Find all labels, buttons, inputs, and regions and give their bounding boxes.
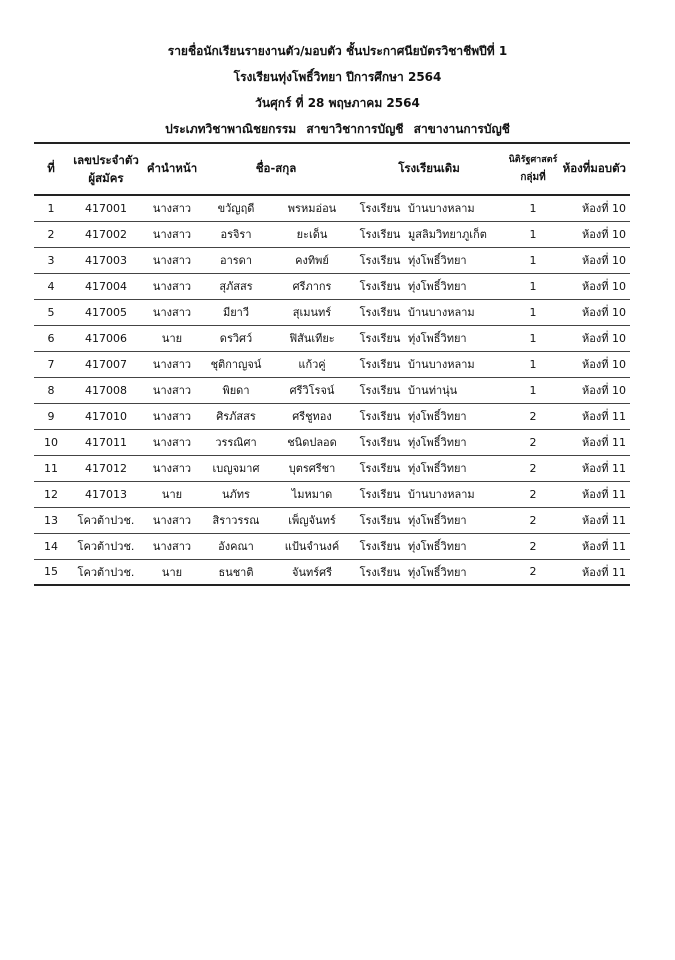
cell-school: ทุ่งโพธิ์วิทยา: [408, 410, 467, 423]
cell-applicant-id: 417010: [85, 409, 127, 423]
cell-first-name: ขวัญฤดี: [217, 202, 255, 216]
cell-group: 1: [529, 331, 537, 345]
cell-group: 2: [529, 513, 537, 527]
col-header-group-line2: กลุ่มที่: [520, 172, 546, 183]
cell-prefix: นางสาว: [152, 384, 192, 397]
cell-group: 2: [529, 409, 537, 423]
table-row: [34, 507, 630, 533]
table-row: [34, 325, 630, 351]
cell-first-name: สิราวรรณ: [212, 514, 260, 527]
cell-prefix: นางสาว: [152, 540, 192, 553]
cell-last-name: ยะเด็น: [296, 228, 328, 241]
cell-first-name: พิยดา: [222, 384, 250, 397]
table-row: [34, 559, 630, 585]
title-line-4: ประเภทวิชาพาณิชยกรรม สาขาวิชาการบัญชี สาขางานการบัญชี: [165, 122, 510, 136]
cell-first-name: อรจิรา: [220, 228, 252, 241]
title-line-3: วันศุกร์ ที่ 28 พฤษภาคม 2564: [255, 96, 420, 110]
cell-first-name: นภัทร: [222, 488, 250, 501]
cell-applicant-id: 417004: [85, 279, 127, 293]
col-header-applicant-id-line1: เลขประจำตัว: [73, 153, 139, 167]
cell-group: 2: [529, 539, 537, 553]
cell-room: ห้องที่ 11: [582, 565, 627, 579]
cell-last-name: ศรีชูทอง: [292, 410, 332, 423]
cell-school-prefix: โรงเรียน: [359, 514, 401, 527]
cell-school-prefix: โรงเรียน: [359, 462, 401, 475]
cell-applicant-id: 417005: [85, 305, 127, 319]
cell-school-prefix: โรงเรียน: [359, 358, 401, 371]
cell-applicant-id: 417011: [85, 435, 127, 449]
cell-first-name: ศิรภัสสร: [216, 410, 256, 423]
cell-school: ทุ่งโพธิ์วิทยา: [408, 462, 467, 475]
cell-school: ทุ่งโพธิ์วิทยา: [408, 436, 467, 449]
col-header-applicant-id-line2: ผู้สมัคร: [88, 171, 124, 185]
cell-last-name: แก้วคู่: [298, 358, 326, 371]
cell-school: ทุ่งโพธิ์วิทยา: [408, 514, 467, 527]
cell-last-name: สุเมนทร์: [292, 306, 332, 319]
cell-applicant-id: โควต้าปวช.: [77, 514, 135, 527]
col-header-applicant-id: [68, 143, 144, 195]
cell-group: 2: [529, 435, 537, 449]
cell-school-prefix: โรงเรียน: [359, 540, 401, 553]
cell-first-name: ธนชาติ: [218, 565, 254, 579]
cell-prefix: นางสาว: [152, 202, 192, 216]
table-row: [34, 299, 630, 325]
cell-group: 1: [529, 201, 537, 215]
cell-last-name: คงทิพย์: [295, 254, 329, 267]
cell-prefix: นางสาว: [152, 462, 192, 475]
cell-room: ห้องที่ 10: [582, 358, 627, 371]
cell-last-name: พรหมอ่อน: [287, 202, 337, 216]
cell-school: บ้านบางหลาม: [408, 202, 475, 216]
table-row: [34, 403, 630, 429]
cell-first-name: อังคณา: [218, 540, 254, 553]
cell-room: ห้องที่ 11: [582, 410, 627, 423]
cell-room: ห้องที่ 11: [582, 514, 627, 527]
cell-first-name: ดรวิศว์: [219, 332, 253, 345]
cell-school: ทุ่งโพธิ์วิทยา: [408, 332, 467, 345]
cell-prefix: นางสาว: [152, 228, 192, 241]
cell-group: 1: [529, 305, 537, 319]
table-row: [34, 481, 630, 507]
document-header: [0, 38, 675, 142]
col-header-name: ชื่อ-สกุล: [255, 161, 297, 175]
cell-school: บ้านบางหลาม: [408, 358, 475, 371]
cell-no: 1: [47, 201, 55, 215]
cell-school: ทุ่งโพธิ์วิทยา: [408, 254, 467, 267]
cell-first-name: อารดา: [219, 254, 252, 267]
cell-applicant-id: 417013: [85, 487, 127, 501]
cell-group: 1: [529, 357, 537, 371]
cell-prefix: นางสาว: [152, 254, 192, 267]
cell-first-name: เบญจมาศ: [212, 462, 260, 475]
cell-school: บ้านบางหลาม: [408, 306, 475, 319]
col-header-group-line1: นิติรัฐศาสตร์: [508, 155, 558, 165]
cell-prefix: นาย: [161, 332, 183, 345]
table-body: [34, 195, 630, 585]
cell-applicant-id: 417003: [85, 253, 127, 267]
cell-last-name: จันทร์ศรี: [292, 565, 333, 579]
table-row: [34, 533, 630, 559]
cell-room: ห้องที่ 10: [582, 280, 627, 293]
table-row: [34, 377, 630, 403]
cell-room: ห้องที่ 10: [582, 254, 627, 267]
cell-applicant-id: 417008: [85, 383, 127, 397]
cell-applicant-id: โควต้าปวช.: [77, 540, 135, 553]
cell-room: ห้องที่ 11: [582, 540, 627, 553]
table-row: [34, 247, 630, 273]
cell-first-name: มียาวี: [222, 306, 250, 319]
table-row: [34, 455, 630, 481]
title-line-1: รายชื่อนักเรียนรายงานตัว/มอบตัว ชั้นประกาศนียบัตรวิชาชีพปีที่ 1: [167, 44, 508, 58]
cell-last-name: เพ็ญจันทร์: [288, 514, 336, 527]
cell-no: 12: [44, 487, 58, 501]
cell-applicant-id: 417006: [85, 331, 127, 345]
cell-no: 14: [44, 539, 58, 553]
col-header-group: [506, 143, 560, 195]
cell-no: 5: [47, 305, 55, 319]
cell-school-prefix: โรงเรียน: [359, 436, 401, 449]
cell-no: 15: [44, 565, 58, 579]
cell-group: 1: [529, 383, 537, 397]
cell-school-prefix: โรงเรียน: [359, 280, 401, 293]
cell-school: บ้านท่านุ่น: [408, 384, 458, 397]
cell-last-name: แป้นจำนงค์: [284, 540, 340, 553]
cell-room: ห้องที่ 10: [582, 384, 627, 397]
cell-school-prefix: โรงเรียน: [359, 202, 401, 216]
cell-last-name: ชนิดปลอด: [287, 436, 337, 449]
cell-prefix: นางสาว: [152, 410, 192, 423]
cell-prefix: นาย: [161, 565, 183, 579]
cell-applicant-id: โควต้าปวช.: [77, 565, 135, 579]
cell-last-name: ไมหมาด: [291, 488, 333, 501]
cell-last-name: ศรีวิโรจน์: [289, 384, 335, 397]
cell-no: 3: [47, 253, 55, 267]
table-header: [34, 143, 630, 195]
cell-applicant-id: 417012: [85, 461, 127, 475]
cell-group: 2: [529, 461, 537, 475]
title-line-2: โรงเรียนทุ่งโพธิ์วิทยา ปีการศึกษา 2564: [233, 70, 442, 84]
cell-room: ห้องที่ 11: [582, 488, 627, 501]
cell-no: 4: [47, 279, 55, 293]
cell-no: 8: [47, 383, 55, 397]
cell-room: ห้องที่ 10: [582, 306, 627, 319]
table-row: [34, 273, 630, 299]
cell-no: 7: [47, 357, 55, 371]
cell-no: 10: [44, 435, 58, 449]
cell-school-prefix: โรงเรียน: [359, 384, 401, 397]
cell-group: 1: [529, 279, 537, 293]
cell-no: 6: [47, 331, 55, 345]
table-row: [34, 221, 630, 247]
cell-school: มูสลิมวิทยาภูเก็ต: [408, 228, 487, 241]
cell-prefix: นาย: [161, 488, 183, 501]
cell-school: ทุ่งโพธิ์วิทยา: [408, 540, 467, 553]
cell-first-name: วรรณิศา: [215, 436, 257, 449]
cell-last-name: ฟิสันเทียะ: [289, 332, 335, 345]
col-header-prefix: คำนำหน้า: [146, 161, 198, 175]
cell-prefix: นางสาว: [152, 436, 192, 449]
cell-school-prefix: โรงเรียน: [359, 228, 401, 241]
col-header-no: ที่: [47, 161, 55, 175]
cell-first-name: ชุติกาญจน์: [210, 358, 262, 371]
cell-room: ห้องที่ 11: [582, 462, 627, 475]
cell-group: 1: [529, 253, 537, 267]
cell-room: ห้องที่ 10: [582, 332, 627, 345]
cell-applicant-id: 417001: [85, 201, 127, 215]
student-table: [34, 142, 630, 586]
table-row: [34, 429, 630, 455]
cell-prefix: นางสาว: [152, 280, 192, 293]
cell-school-prefix: โรงเรียน: [359, 254, 401, 267]
cell-school-prefix: โรงเรียน: [359, 332, 401, 345]
cell-prefix: นางสาว: [152, 514, 192, 527]
cell-school: ทุ่งโพธิ์วิทยา: [408, 280, 467, 293]
cell-school: บ้านบางหลาม: [408, 488, 475, 501]
cell-last-name: ศรีภากร: [292, 280, 332, 293]
cell-no: 2: [47, 227, 55, 241]
col-header-room: ห้องที่มอบตัว: [562, 161, 627, 175]
cell-school-prefix: โรงเรียน: [359, 306, 401, 319]
cell-last-name: บุตรศรีชา: [288, 462, 336, 475]
cell-prefix: นางสาว: [152, 358, 192, 371]
table-row: [34, 195, 630, 221]
cell-room: ห้องที่ 10: [582, 228, 627, 241]
cell-applicant-id: 417007: [85, 357, 127, 371]
cell-school-prefix: โรงเรียน: [359, 488, 401, 501]
cell-school: ทุ่งโพธิ์วิทยา: [408, 565, 467, 579]
cell-room: ห้องที่ 11: [582, 436, 627, 449]
cell-no: 11: [44, 461, 58, 475]
cell-group: 2: [529, 565, 537, 579]
col-header-school: โรงเรียนเดิม: [398, 161, 460, 175]
cell-prefix: นางสาว: [152, 306, 192, 319]
cell-first-name: สุภัสสร: [219, 280, 253, 293]
cell-group: 2: [529, 487, 537, 501]
cell-no: 13: [44, 513, 58, 527]
table-row: [34, 351, 630, 377]
cell-school-prefix: โรงเรียน: [359, 565, 401, 579]
cell-no: 9: [47, 409, 55, 423]
cell-group: 1: [529, 227, 537, 241]
cell-school-prefix: โรงเรียน: [359, 410, 401, 423]
cell-room: ห้องที่ 10: [582, 202, 627, 216]
cell-applicant-id: 417002: [85, 227, 127, 241]
